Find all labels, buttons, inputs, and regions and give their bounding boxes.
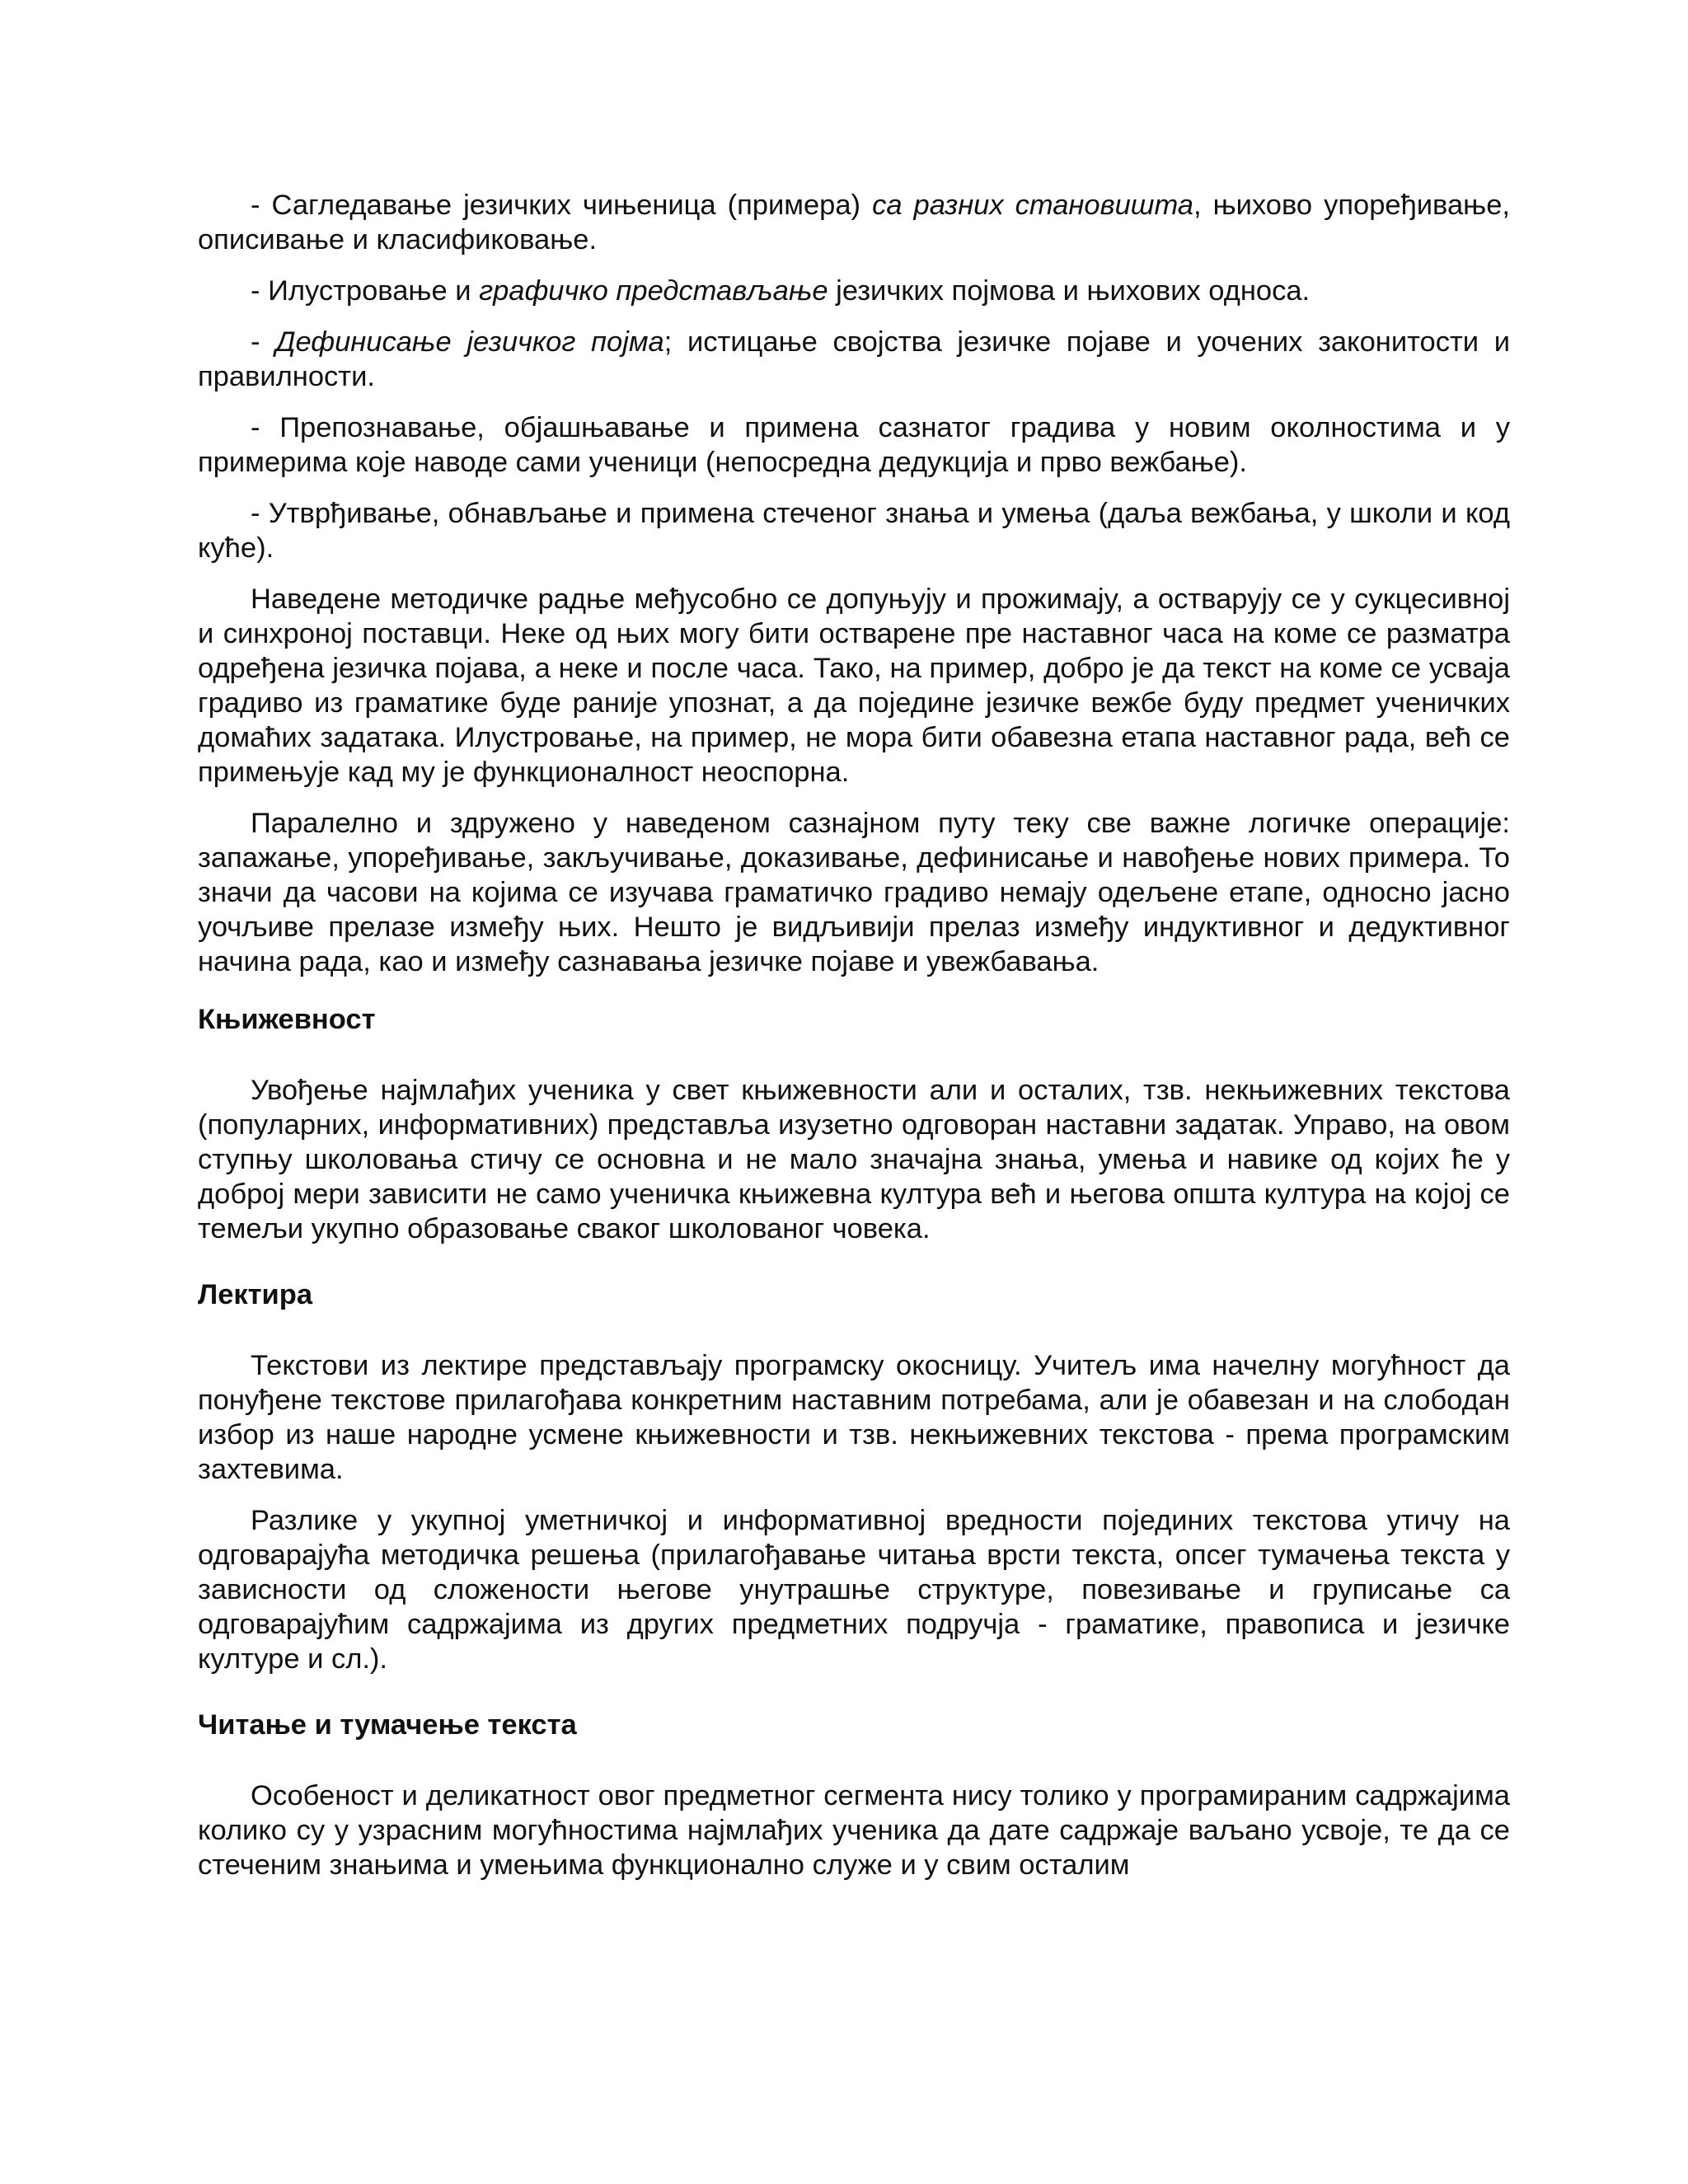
paragraph-text: језичких појмова и њихових односа. — [828, 275, 1311, 307]
paragraph-defining — [198, 325, 1510, 394]
paragraph-text: , њихово упоређивање, описивање и класификовање. — [198, 190, 1510, 255]
paragraph-reading-list-2: Разлике у укупној уметничкој и информативној вредности појединих текстова утичу на одговарајућа методичка решења (прилагођавање читања врсти текста, опсег тумачења текста у зависности од сложености његове унутрашње структуре, повезивање и груписање са одговарајућим садржајима из других предметних подручја - граматике, правописа и језичке културе и сл.). — [198, 1505, 1510, 1675]
paragraph-recognizing — [198, 410, 1510, 480]
section-heading-reading-interpretation: Читање и тумачење текста — [198, 1709, 577, 1741]
paragraph-logical-operations: Паралелно и здружено у наведеном сазнајном путу теку све важне логичке операције: запажање, упоређивање, закључивање, доказивање, дефинисање и навођење нових примера. То значи да часови на којима се изучава граматичко градиво немају одељене етапе, односно јасно уочљиве прелазе између њих. Нешто је видљивији прелаз између индуктивног и дедуктивног начина рада, као и између сазнавања језичке појаве и увежбавања. — [198, 808, 1510, 977]
document-page — [198, 188, 1510, 1899]
section-heading-literature: Књижевност — [198, 1004, 376, 1035]
paragraph-text: - Илустровање и — [251, 275, 480, 307]
paragraph-text: ; истицање својства језичке појаве и уочених законитости и правилности. — [198, 326, 1510, 392]
paragraph-interpretation: Особеност и деликатност овог предметног сегмента нису толико у програмираним садржајима колико су у узрасним могућностима најмлађих ученика да дате садржаје ваљано усвоје, те да се стеченим знањима и умењима функционално служе и у свим осталим — [198, 1780, 1510, 1881]
paragraph-consolidating — [198, 496, 1510, 565]
paragraph-methodical-actions: Наведене методичке радње међусобно се допуњују и прожимају, а остварују се у сукцесивној и синхроној поставци. Неке од њих могу бити остварене пре наставног часа на коме се разматра одређена језичка појава, а неке и после часа. Тако, на пример, добро је да текст на коме се усваја градиво из граматике буде раније упознат, а да поједине језичке вежбе буду предмет ученичких домаћих задатака. Илустровање, на пример, не мора бити обавезна етапа наставног рада, већ се примењује кад му је функционалност неоспорна. — [198, 583, 1510, 788]
paragraph-observing-facts — [198, 188, 1510, 257]
emphasis-text: Дефинисање језичког појма — [275, 326, 664, 358]
paragraph-literature: Увођење најмлађих ученика у свет књижевности али и осталих, тзв. некњижевних текстова (популарних, информативних) представља изузетно одговоран наставни задатак. Управо, на овом ступњу школовања стичу се основна и не мало значајна знања, умења и навике од којих ће у доброј мери зависити не само ученичка књижевна култура већ и његова општа култура на којој се темељи укупно образовање сваког школованог човека. — [198, 1075, 1510, 1244]
paragraph-text: - Утврђивање, обнављање и примена стеченог знања и умења (даља вежбања, у школи и код куће). — [198, 498, 1510, 564]
section-heading-reading-list: Лектира — [198, 1279, 313, 1310]
paragraph-text: - Сагледавање језичких чињеница (примера) — [251, 190, 873, 221]
paragraph-text: - Препознавање, објашњавање и примена сазнатог градива у новим околностима и у примерима које наводе сами ученици (непосредна дедукција и прво вежбање). — [198, 412, 1510, 478]
emphasis-text: графичко представљање — [479, 275, 828, 307]
paragraph-text: - — [251, 326, 276, 358]
paragraph-reading-list-1: Текстови из лектире представљају програмску окосницу. Учитељ има начелну могућност да понуђене текстове прилагођава конкретним наставним потребама, али је обавезан и на слободан избор из наше народне усмене књижевности и тзв. некњижевних текстова - према програмским захтевима. — [198, 1350, 1510, 1485]
paragraph-illustrating — [198, 274, 1510, 308]
emphasis-text: са разних становишта — [872, 190, 1193, 221]
